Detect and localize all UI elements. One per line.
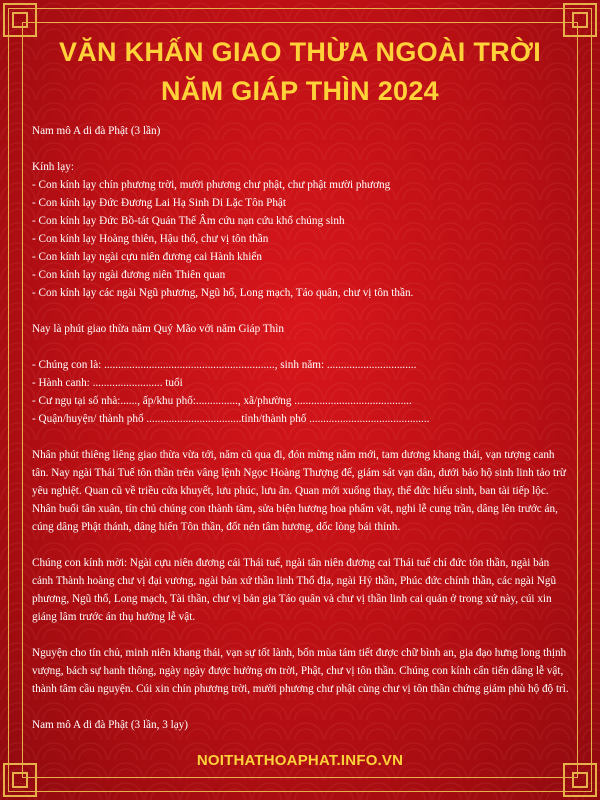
website-footer: NOITHATHOAPHAT.INFO.VN xyxy=(196,752,404,769)
invocation-item: - Con kính lạy các ngài Ngũ phương, Ngũ hổ, Long mạch, Táo quân, chư vị tôn thần. xyxy=(32,287,414,299)
paragraph-1: Nhân phút thiêng liêng giao thừa vừa tới, năm cũ qua đi, đón mừng năm mới, tam dương khang thái, vạn tượng canh tân. Nay ngài Thái Tuế tôn thần trên vâng lệnh Ngọc Hoàng Thượng đế, giám sát vạn dân, dưới bảo hộ sinh linh tảo trừ yêu nghiệt. Quan cũ về triều cửa khuyết, lưu phúc, lưu ân. Quan mới xuống thay, thể đức hiếu sinh, ban tài tiếp lộc. Nhân buổi tân xuân, tín chủ chúng con thành tâm, sửa biện hương hoa phẩm vật, nghi lễ cung trần, dâng lên trước án, cúng dâng Phật thánh, dâng hiến Tôn thần, đốt nén tâm hương, dốc lòng bái thỉnh. xyxy=(32,449,566,533)
invocation-item: - Con kính lạy Đức Đương Lai Hạ Sinh Di Lặc Tôn Phật xyxy=(32,197,286,209)
title-line-1: VĂN KHẤN GIAO THỪA NGOÀI TRỜI xyxy=(58,37,542,67)
kinh-lay-heading: Kính lạy: xyxy=(32,161,74,173)
closing-line: Nam mô A di đà Phật (3 lần, 3 lạy) xyxy=(32,719,188,731)
paragraph-2: Chúng con kính mời: Ngài cựu niên đương cái Thái tuế, ngài tân niên đương cai Thái tuế chí đức tôn thần, ngài bản cảnh Thành hoàng chư vị đại vương, ngài bản xứ thần linh Thổ địa, ngài Hỷ thần, Phúc đức chính thần, các ngài Ngũ phương, Ngũ thổ, Long mạch, Tài thần, chư vị bản gia Táo quân và chư vị thần linh cai quản ở trong xứ này, cúi xin giáng lâm trước án thụ hưởng lễ vật. xyxy=(32,557,557,623)
opening-line: Nam mô A di đà Phật (3 lần) xyxy=(32,125,161,137)
corner-ornament-top-right xyxy=(563,3,597,37)
form-line: - Chúng con là: ............................................................., sinh năm: ................................ xyxy=(32,359,417,371)
form-line: - Quận/huyện/ thành phố ..................................tỉnh/thành phố ........................................... xyxy=(32,413,430,425)
intro-line: Nay là phút giao thừa năm Quý Mão với năm Giáp Thìn xyxy=(32,323,284,335)
prayer-text xyxy=(32,122,572,734)
title-line-2: NĂM GIÁP THÌN 2024 xyxy=(161,76,439,106)
invocation-item: - Con kính lạy ngài đương niên Thiên quan xyxy=(32,269,226,281)
invocation-item: - Con kính lạy chín phương trời, mười phương chư phật, chư phật mười phương xyxy=(32,179,391,191)
invocation-item: - Con kính lạy Đức Bồ-tát Quán Thế Âm cứu nạn cứu khổ chúng sinh xyxy=(32,215,345,227)
form-line: - Cư ngụ tại số nhà:......, ấp/khu phố:..............., xã/phường .......................................... xyxy=(32,395,412,407)
page-title xyxy=(0,33,600,111)
paragraph-3: Nguyện cho tín chủ, minh niên khang thái, vạn sự tốt lành, bốn mùa tám tiết được chữ bình an, gia đạo hưng long thịnh vượng, bách sự hanh thông, ngày ngày được hưởng ơn trời, Phật, chư vị tôn thần. Chúng con kính cẩn tiến dâng lễ vật, thành tâm cầu nguyện. Cúi xin chín phương trời, mười phương chư phật cùng chư vị tôn thần chứng giám phù hộ độ trì. xyxy=(32,647,569,695)
form-line: - Hành canh: ......................... tuổi xyxy=(32,377,183,389)
invocation-item: - Con kính lạy Hoàng thiên, Hậu thổ, chư vị tôn thần xyxy=(32,233,269,245)
invocation-item: - Con kính lạy ngài cựu niên đương cai Hành khiển xyxy=(32,251,262,263)
corner-ornament-top-left xyxy=(3,3,37,37)
